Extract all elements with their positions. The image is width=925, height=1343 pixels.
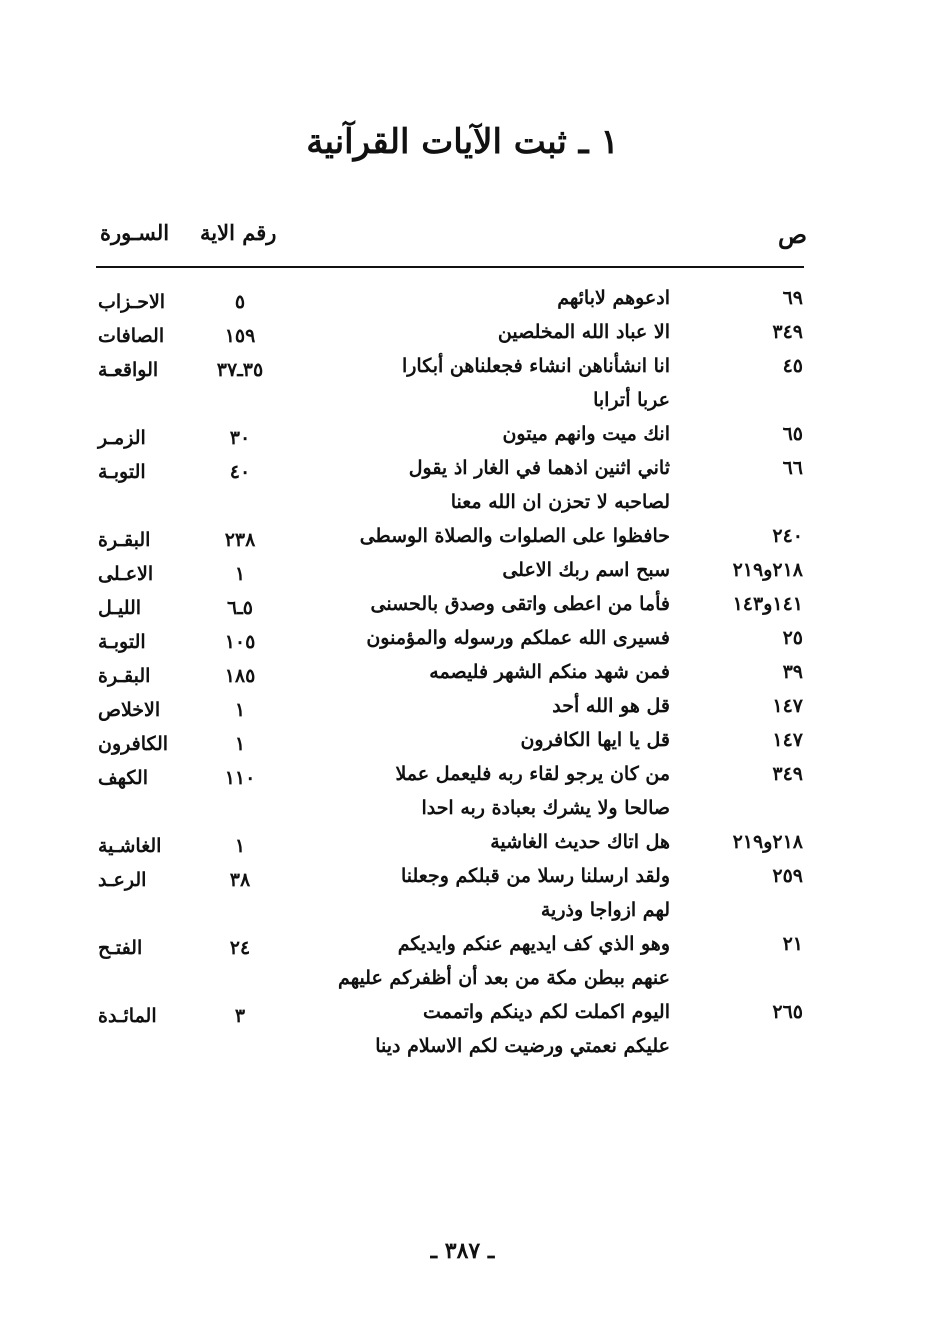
page-title: ١ ـ ثبت الآيات القرآنية: [306, 122, 619, 162]
row-verse-text: وهو الذي كف ايديهم عنكم وايديكم: [397, 933, 670, 955]
row-surah-name: الكهف: [98, 767, 148, 789]
row-surah-name: التوبـة: [98, 461, 146, 483]
row-verse-number: ١: [234, 699, 246, 721]
row-page-number: ٦٦: [782, 457, 803, 479]
row-verse-number: ١٥٩: [224, 325, 256, 347]
row-verse-text: قل هو الله أحد: [552, 695, 670, 717]
row-verse-number: ٢٤: [229, 937, 251, 959]
row-page-number: ٣٩: [782, 661, 803, 683]
row-page-number: ٢١: [782, 933, 803, 955]
row-page-number: ١٤٧: [772, 729, 803, 751]
row-verse-text: ادعوهم لابائهم: [557, 287, 670, 309]
row-verse-text: لصاحبه لا تحزن ان الله معنا: [450, 491, 670, 513]
row-verse-text: عربا أترابا: [593, 389, 670, 411]
row-surah-name: الرعـد: [98, 869, 147, 891]
row-verse-text: حافظوا على الصلوات والصلاة الوسطى: [359, 525, 670, 547]
row-surah-name: الاخلاص: [98, 699, 161, 721]
row-page-number: ٢٥٩: [772, 865, 803, 887]
page-number: ـ ٣٨٧ ـ: [430, 1238, 495, 1264]
row-page-number: ١٤١و١٤٣: [732, 593, 803, 615]
row-surah-name: الواقعـة: [98, 359, 159, 381]
row-verse-text: انك ميت وانهم ميتون: [502, 423, 670, 445]
row-verse-number: ٣٨: [229, 869, 251, 891]
row-page-number: ٢٤٠: [772, 525, 803, 547]
row-page-number: ٣٤٩: [772, 321, 803, 343]
row-verse-number: ٥ـ٦: [226, 597, 253, 619]
row-surah-name: التوبـة: [98, 631, 146, 653]
row-verse-number: ٤٠: [229, 461, 251, 483]
row-surah-name: الزمـر: [98, 427, 146, 449]
row-verse-text: عنهم ببطن مكة من بعد أن أظفركم عليهم: [338, 967, 670, 989]
row-verse-text: اليوم اكملت لكم دينكم واتممت: [422, 1001, 670, 1023]
row-verse-text: قل يا ايها الكافرون: [520, 729, 670, 751]
row-verse-text: ثاني اثنين اذهما في الغار اذ يقول: [408, 457, 670, 479]
row-verse-number: ٢٣٨: [224, 529, 256, 551]
row-page-number: ٢١٨و٢١٩: [732, 559, 803, 581]
row-surah-name: الليـل: [98, 597, 142, 619]
row-verse-text: لهم ازواجا وذرية: [540, 899, 670, 921]
header-page: ص: [778, 220, 808, 249]
row-surah-name: البقـرة: [98, 529, 151, 551]
row-page-number: ٣٤٩: [772, 763, 803, 785]
row-surah-name: الغاشـية: [98, 835, 162, 857]
row-verse-text: من كان يرجو لقاء ربه فليعمل عملا: [395, 763, 670, 785]
row-verse-number: ١: [234, 835, 246, 857]
row-page-number: ٢٥: [782, 627, 803, 649]
row-surah-name: الاعـلى: [98, 563, 154, 585]
row-verse-text: انا انشأناهن انشاء فجعلناهن أبكارا: [401, 355, 670, 377]
row-surah-name: الكافرون: [98, 733, 169, 755]
row-verse-text: الا عباد الله المخلصين: [497, 321, 670, 343]
row-verse-number: ٣٠: [229, 427, 251, 449]
row-verse-number: ١: [234, 733, 246, 755]
row-verse-text: ولقد ارسلنا رسلا من قبلكم وجعلنا: [400, 865, 670, 887]
row-verse-text: هل اتاك حديث الغاشية: [490, 831, 670, 853]
row-verse-number: ١: [234, 563, 246, 585]
row-surah-name: المائـدة: [98, 1005, 157, 1027]
row-verse-text: سبح اسم ربك الاعلى: [502, 559, 670, 581]
row-verse-number: ١١٠: [224, 767, 256, 789]
row-verse-text: فأما من اعطى واتقى وصدق بالحسنى: [370, 593, 670, 615]
row-surah-name: الفتـح: [98, 937, 143, 959]
row-verse-text: فسيرى الله عملكم ورسوله والمؤمنون: [366, 627, 670, 649]
row-verse-number: ١٠٥: [224, 631, 256, 653]
row-page-number: ٦٥: [782, 423, 803, 445]
row-page-number: ٤٥: [782, 355, 803, 377]
row-page-number: ٢١٨و٢١٩: [732, 831, 803, 853]
row-verse-number: ٥: [234, 291, 246, 313]
row-verse-number: ١٨٥: [224, 665, 256, 687]
row-verse-number: ٣٥ـ٣٧: [216, 359, 264, 381]
row-surah-name: الصافات: [98, 325, 165, 347]
row-verse-number: ٣: [234, 1005, 246, 1027]
row-verse-text: فمن شهد منكم الشهر فليصمه: [429, 661, 670, 683]
row-page-number: ٦٩: [782, 287, 803, 309]
row-verse-text: عليكم نعمتي ورضيت لكم الاسلام دينا: [375, 1035, 670, 1057]
row-surah-name: البقـرة: [98, 665, 151, 687]
row-verse-text: صالحا ولا يشرك بعبادة ربه احدا: [421, 797, 670, 819]
header-verse-number: رقم الاية: [200, 220, 277, 245]
row-page-number: ٢٦٥: [772, 1001, 803, 1023]
header-surah: السـورة: [100, 220, 170, 245]
row-surah-name: الاحـزاب: [98, 291, 166, 313]
row-page-number: ١٤٧: [772, 695, 803, 717]
